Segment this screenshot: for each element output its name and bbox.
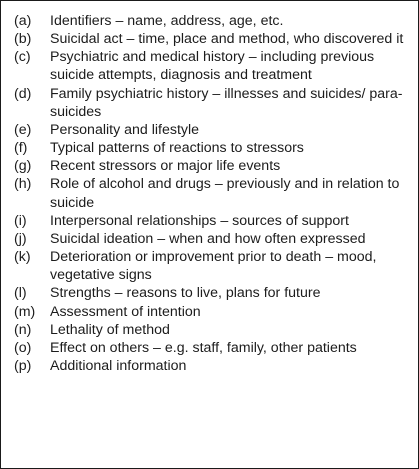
item-letter: (j) [14, 230, 27, 247]
list-item [14, 121, 414, 139]
item-text: Strengths – reasons to live, plans for future [50, 285, 321, 302]
item-letter: (f) [14, 140, 28, 157]
item-text: Lethality of method [50, 321, 170, 338]
item-text: Personality and lifestyle [50, 121, 200, 138]
item-text: Additional information [50, 357, 187, 374]
item-text: Suicidal act – time, place and method, who discovered it [50, 31, 404, 48]
list-item [14, 85, 414, 121]
item-letter: (d) [14, 85, 32, 102]
item-letter: (n) [14, 321, 32, 338]
item-text: Role of alcohol and drugs – previously and in relation to suicide [50, 176, 400, 211]
item-list [14, 12, 414, 375]
item-letter: (a) [14, 13, 32, 29]
item-letter: (g) [14, 158, 32, 175]
list-item [14, 139, 414, 157]
item-text: Family psychiatric history – illnesses and suicides/ para-suicides [50, 85, 403, 120]
list-item [14, 30, 414, 48]
item-text: Assessment of intention [50, 303, 201, 320]
item-text: Deterioration or improvement prior to death – mood, vegetative signs [50, 249, 377, 284]
item-letter: (i) [14, 212, 27, 229]
list-item [14, 212, 414, 230]
item-letter: (h) [14, 176, 32, 193]
list-item [14, 48, 414, 84]
item-letter: (p) [14, 357, 32, 374]
item-letter: (b) [14, 31, 32, 48]
item-letter: (l) [14, 285, 27, 302]
item-letter: (c) [14, 49, 31, 66]
list-item [14, 303, 414, 321]
item-letter: (e) [14, 121, 32, 138]
list-item [14, 175, 414, 211]
item-text: Interpersonal relationships – sources of support [50, 212, 349, 229]
list-item [14, 339, 414, 357]
item-letter: (o) [14, 339, 32, 356]
list-item [14, 12, 414, 30]
item-text: Psychiatric and medical history – including previous suicide attempts, diagnosis and treatment [50, 49, 375, 84]
list-item [14, 230, 414, 248]
list-item [14, 321, 414, 339]
item-letter: (k) [14, 249, 31, 266]
item-letter: (m) [14, 303, 36, 320]
list-item [14, 248, 414, 284]
item-text: Suicidal ideation – when and how often expressed [50, 230, 366, 247]
list-item [14, 357, 414, 375]
list-item [14, 157, 414, 175]
list-item [14, 284, 414, 302]
item-text: Effect on others – e.g. staff, family, other patients [50, 339, 357, 356]
item-text: Identifiers – name, address, age, etc. [50, 13, 284, 29]
item-text: Typical patterns of reactions to stressors [50, 140, 304, 157]
item-text: Recent stressors or major life events [50, 158, 281, 175]
